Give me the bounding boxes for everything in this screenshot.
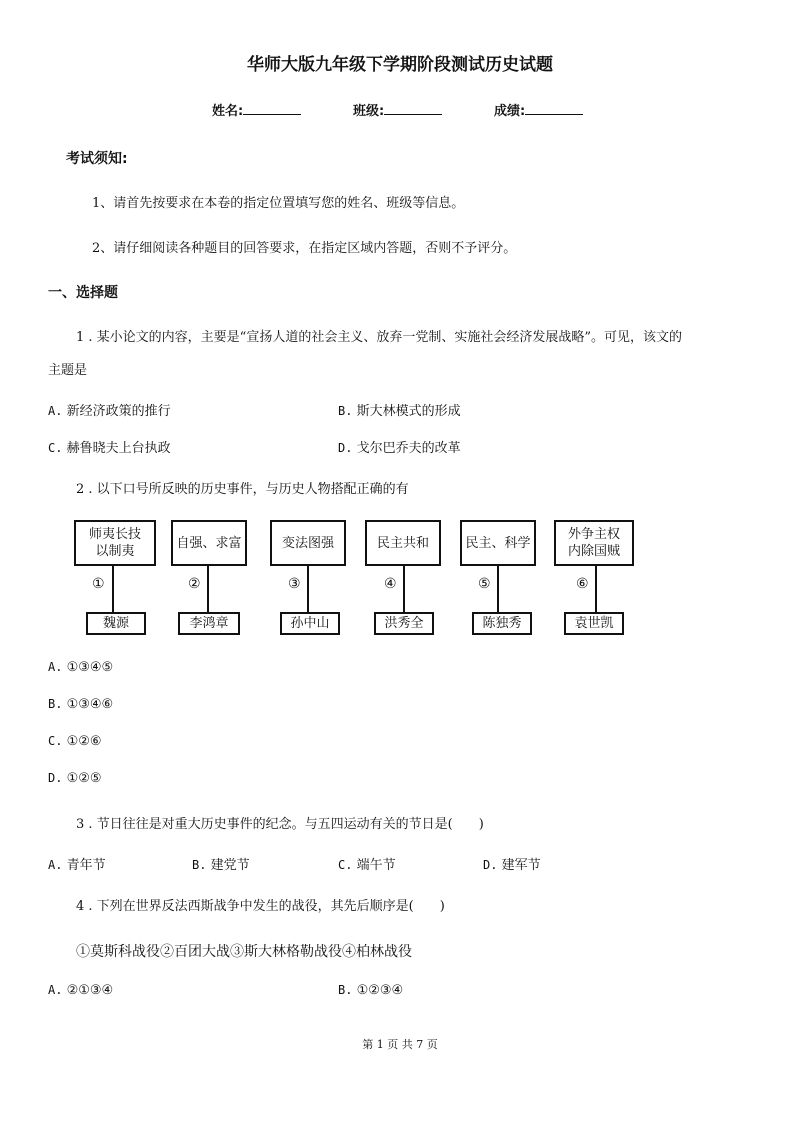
notice-item-2: 2、请仔细阅读各种题目的回答要求，在指定区域内答题，否则不予评分。	[92, 241, 517, 256]
slogan-box-4: 民主共和	[365, 520, 441, 566]
score-field[interactable]	[494, 100, 583, 119]
slogan-box-6: 外争主权 内除国贼	[554, 520, 634, 566]
option-text: ①③④⑤	[66, 660, 114, 675]
option-label: D.	[338, 441, 353, 455]
q4-option-b[interactable]	[338, 983, 403, 998]
option-text: ①③④⑥	[66, 697, 114, 712]
q2-option-b[interactable]	[48, 697, 113, 712]
q4-sub: ①莫斯科战役②百团大战③斯大林格勒战役④柏林战役	[76, 944, 412, 960]
section-heading: 一、选择题	[48, 285, 118, 301]
notice-item-1: 1、请首先按要求在本卷的指定位置填写您的姓名、班级等信息。	[92, 196, 465, 211]
slogan-box-1: 师夷长技 以制夷	[74, 520, 156, 566]
q3-option-b[interactable]	[192, 854, 250, 873]
slogan-number-5: ⑤	[478, 576, 491, 592]
notice-heading: 考试须知:	[66, 151, 128, 167]
q3-option-c[interactable]	[338, 854, 396, 873]
page-footer: 第 1 页 共 7 页	[362, 1038, 438, 1051]
slogan-person-diagram	[74, 518, 634, 638]
slogan-number-3: ③	[288, 576, 301, 592]
option-label: B.	[192, 858, 207, 872]
q2-option-d[interactable]	[48, 771, 102, 786]
option-text: ①②⑥	[66, 734, 102, 749]
q1-stem-cont: 主题是	[48, 363, 88, 378]
name-field[interactable]	[212, 100, 301, 119]
q2-option-c[interactable]	[48, 734, 102, 749]
score-label: 成绩:	[494, 104, 526, 119]
q2-option-a[interactable]	[48, 660, 113, 675]
score-blank[interactable]	[525, 102, 583, 115]
option-text: 赫鲁晓夫上台执政	[66, 441, 171, 456]
person-box-1: 魏源	[86, 612, 146, 635]
option-text: 新经济政策的推行	[66, 404, 171, 419]
q3-stem: 3 . 节日往往是对重大历史事件的纪念。与五四运动有关的节日是( )	[76, 817, 484, 832]
connector-line	[403, 564, 405, 612]
slogan-box-3: 变法图强	[270, 520, 346, 566]
class-blank[interactable]	[384, 102, 442, 115]
option-text: ①②⑤	[66, 771, 102, 786]
option-text: 端午节	[356, 858, 396, 873]
page-title: 华师大版九年级下学期阶段测试历史试题	[247, 55, 553, 75]
q1-option-c[interactable]	[48, 437, 171, 456]
q1-stem: 1 . 某小论文的内容，主要是“宣扬人道的社会主义、放弃一党制、实施社会经济发展战略”。可见，该文的	[76, 330, 682, 345]
q1-option-a[interactable]	[48, 400, 171, 419]
class-label: 班级:	[353, 104, 385, 119]
slogan-number-1: ①	[92, 576, 105, 592]
option-text: 建军节	[501, 858, 541, 873]
option-text: 斯大林模式的形成	[356, 404, 461, 419]
option-text: 建党节	[210, 858, 250, 873]
person-box-6: 袁世凯	[564, 612, 624, 635]
name-label: 姓名:	[212, 104, 244, 119]
option-label: C.	[338, 858, 353, 872]
q2-stem: 2 . 以下口号所反映的历史事件，与历史人物搭配正确的有	[76, 482, 409, 497]
slogan-box-5: 民主、科学	[460, 520, 536, 566]
slogan-box-2: 自强、求富	[171, 520, 247, 566]
connector-line	[497, 564, 499, 612]
option-label: B.	[338, 983, 353, 997]
option-text: ②①③④	[66, 983, 114, 998]
option-label: A.	[48, 983, 63, 997]
option-label: C.	[48, 734, 63, 748]
connector-line	[207, 564, 209, 612]
class-field[interactable]	[353, 100, 442, 119]
option-label: A.	[48, 660, 63, 674]
q4-stem: 4 . 下列在世界反法西斯战争中发生的战役，其先后顺序是( )	[76, 899, 445, 914]
connector-line	[307, 564, 309, 612]
slogan-number-4: ④	[384, 576, 397, 592]
q4-option-a[interactable]	[48, 983, 113, 998]
option-text: 戈尔巴乔夫的改革	[356, 441, 461, 456]
option-text: 青年节	[66, 858, 106, 873]
option-label: C.	[48, 441, 63, 455]
option-label: D.	[483, 858, 498, 872]
option-text: ①②③④	[356, 983, 404, 998]
name-blank[interactable]	[243, 102, 301, 115]
slogan-number-2: ②	[188, 576, 201, 592]
person-box-3: 孙中山	[280, 612, 340, 635]
connector-line	[112, 564, 114, 612]
option-label: B.	[48, 697, 63, 711]
q3-option-d[interactable]	[483, 854, 541, 873]
person-box-2: 李鸿章	[178, 612, 240, 635]
option-label: A.	[48, 404, 63, 418]
option-label: D.	[48, 771, 63, 785]
person-box-5: 陈独秀	[472, 612, 532, 635]
q1-option-b[interactable]	[338, 400, 461, 419]
slogan-number-6: ⑥	[576, 576, 589, 592]
person-box-4: 洪秀全	[374, 612, 434, 635]
connector-line	[595, 564, 597, 612]
q1-option-d[interactable]	[338, 437, 461, 456]
q3-option-a[interactable]	[48, 854, 106, 873]
option-label: B.	[338, 404, 353, 418]
option-label: A.	[48, 858, 63, 872]
